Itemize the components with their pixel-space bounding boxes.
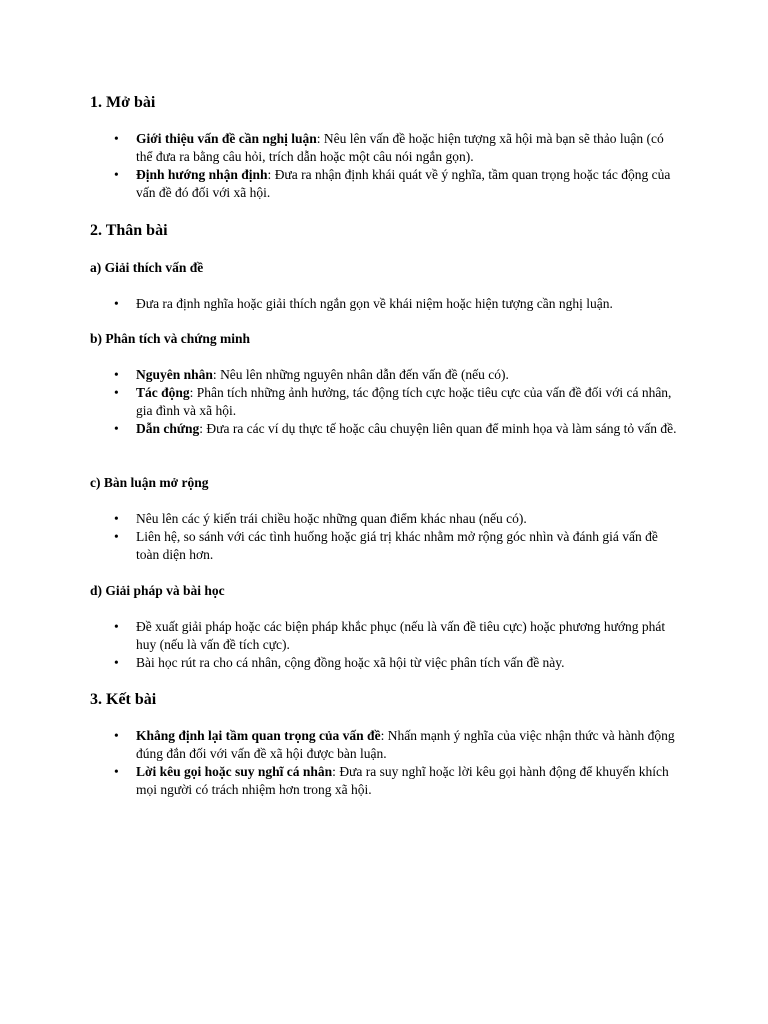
list-item-text: Đề xuất giải pháp hoặc các biện pháp khắc phục (nếu là vấn đề tiêu cực) hoặc phương hướng phát huy (nếu là vấn đề tích cực). <box>136 619 666 652</box>
list-item-term: Giới thiệu vấn đề cần nghị luận <box>136 131 317 146</box>
list-item <box>90 295 681 313</box>
list-item-text: Nhấn mạnh ý nghĩa của việc nhận thức và hành động đúng đắn đối với vấn đề xã hội được bàn luận. <box>136 728 675 761</box>
list-item <box>90 618 681 654</box>
list-item-text: Bài học rút ra cho cá nhân, cộng đồng hoặc xã hội từ việc phân tích vấn đề này. <box>136 655 565 670</box>
list-item <box>90 366 681 384</box>
list-item-separator: : <box>380 728 388 743</box>
giai-phap-list <box>90 618 690 672</box>
list-item <box>90 763 681 799</box>
list-item <box>90 420 681 438</box>
list-item-separator: : <box>189 385 197 400</box>
list-item-text: Đưa ra nhận định khái quát về ý nghĩa, tầm quan trọng hoặc tác động của vấn đề đó đối với xã hội. <box>136 167 671 200</box>
mo-bai-list <box>90 130 690 202</box>
list-item-separator: : <box>267 167 275 182</box>
bullet-icon: • <box>114 131 119 146</box>
list-item-separator: : <box>212 367 221 382</box>
list-item-term: Định hướng nhận định <box>136 167 268 182</box>
bullet-icon: • <box>114 728 119 743</box>
list-item-text: Đưa ra các ví dụ thực tế hoặc câu chuyện liên quan để minh họa và làm sáng tỏ vấn đề. <box>206 421 677 436</box>
subsection-title-giai-thich: a) Giải thích vấn đề <box>90 260 204 275</box>
subsection-title-phan-tich: b) Phân tích và chứng minh <box>90 331 251 346</box>
bullet-icon: • <box>114 655 119 670</box>
bullet-icon: • <box>114 764 119 779</box>
bullet-icon: • <box>114 385 119 400</box>
phan-tich-list <box>90 366 690 438</box>
list-item-term: Nguyên nhân <box>136 367 213 382</box>
list-item-term: Lời kêu gọi hoặc suy nghĩ cá nhân <box>136 764 333 779</box>
ket-bai-list <box>90 727 690 799</box>
bullet-icon: • <box>114 296 119 311</box>
list-item <box>90 528 681 564</box>
bullet-icon: • <box>114 511 119 526</box>
list-item-text: Nêu lên những nguyên nhân dẫn đến vấn đề (nếu có). <box>220 367 509 382</box>
list-item-separator: : <box>199 421 207 436</box>
section-title-ket-bai: 3. Kết bài <box>90 691 157 708</box>
bullet-icon: • <box>114 421 119 436</box>
bullet-icon: • <box>114 167 119 182</box>
list-item-term: Khẳng định lại tầm quan trọng của vấn đề <box>136 728 381 743</box>
list-item <box>90 384 681 420</box>
list-item-separator: : <box>316 131 324 146</box>
list-item-text: Đưa ra suy nghĩ hoặc lời kêu gọi hành động để khuyến khích mọi người có trách nhiệm hơn trong xã hội. <box>136 764 669 797</box>
ban-luan-list <box>90 510 690 564</box>
subsection-title-giai-phap: d) Giải pháp và bài học <box>90 583 225 598</box>
list-item <box>90 510 681 528</box>
list-item-text: Đưa ra định nghĩa hoặc giải thích ngắn gọn về khái niệm hoặc hiện tượng cần nghị luận. <box>136 296 613 311</box>
list-item <box>90 166 681 202</box>
list-item-text: Nêu lên các ý kiến trái chiều hoặc những quan điểm khác nhau (nếu có). <box>136 511 527 526</box>
bullet-icon: • <box>114 529 119 544</box>
list-item-text: Phân tích những ảnh hưởng, tác động tích cực hoặc tiêu cực của vấn đề đối với cá nhân, gia đình và xã hội. <box>136 385 672 418</box>
list-item-text: Nêu lên vấn đề hoặc hiện tượng xã hội mà bạn sẽ thảo luận (có thể đưa ra bằng câu hỏi, trích dẫn hoặc một câu nói ngắn gọn). <box>136 131 664 164</box>
subsection-title-ban-luan: c) Bàn luận mở rộng <box>90 475 209 490</box>
list-item-separator: : <box>332 764 340 779</box>
section-title-than-bai: 2. Thân bài <box>90 222 168 239</box>
giai-thich-list <box>90 295 690 313</box>
list-item-text: Liên hệ, so sánh với các tình huống hoặc giá trị khác nhằm mở rộng góc nhìn và đánh giá vấn đề toàn diện hơn. <box>136 529 658 562</box>
section-title-mo-bai: 1. Mở bài <box>90 94 156 111</box>
list-item-term: Tác động <box>136 385 190 400</box>
list-item-term: Dẫn chứng <box>136 421 200 436</box>
bullet-icon: • <box>114 367 119 382</box>
list-item <box>90 130 681 166</box>
bullet-icon: • <box>114 619 119 634</box>
list-item <box>90 654 681 672</box>
list-item <box>90 727 681 763</box>
